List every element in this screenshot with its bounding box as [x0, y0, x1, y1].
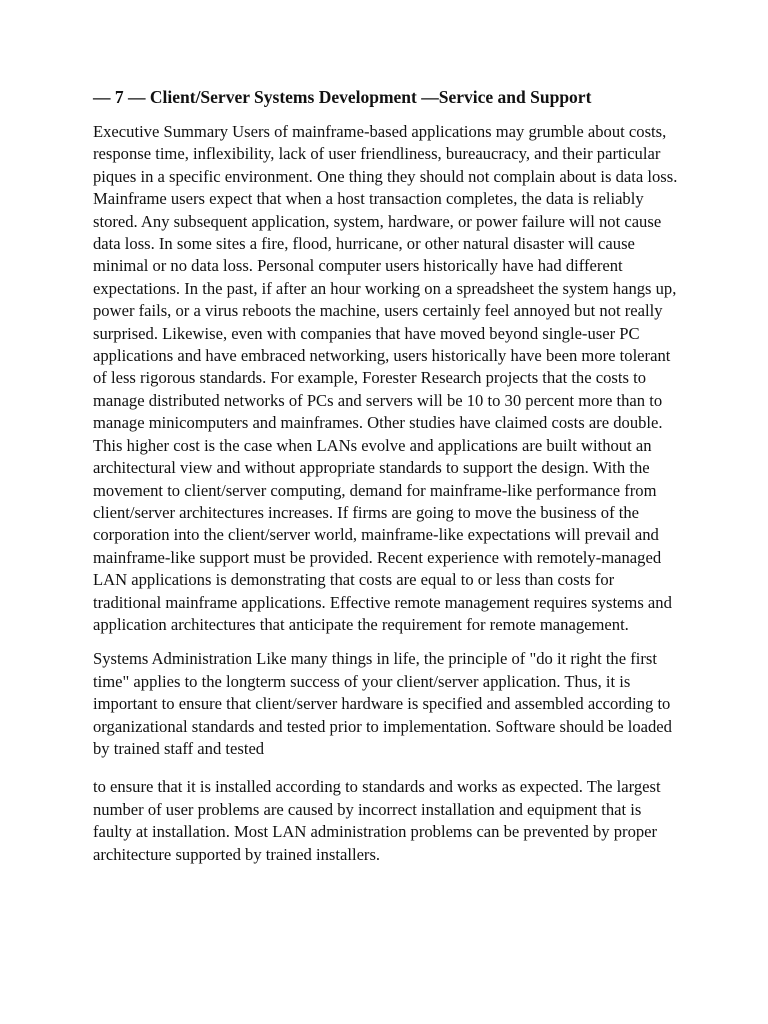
paragraph-continuation: to ensure that it is installed according to standards and works as expected. The largest number of user problems are caused by incorrect installation and equipment that is faulty at installation. Most LAN administration problems can be prevented by proper architecture supported by trained installers.: [93, 777, 661, 864]
document-page: [93, 86, 683, 878]
paragraph-systems-administration: Systems Administration Like many things in life, the principle of "do it right the first time" applies to the longterm success of your client/server application. Thus, it is important to ensure that client/server hardware is specified and assembled according to organizational standards and tested prior to implementation. Software should be loaded by trained staff and tested: [93, 649, 672, 758]
chapter-heading: — 7 — Client/Server Systems Development —Service and Support: [93, 87, 592, 107]
paragraph-executive-summary: Executive Summary Users of mainframe-based applications may grumble about costs, response time, inflexibility, lack of user friendliness, bureaucracy, and their particular piques in a specific environment. One thing they should not complain about is data loss. Mainframe users expect that when a host transaction completes, the data is reliably stored. Any subsequent application, system, hardware, or power failure will not cause data loss. In some sites a fire, flood, hurricane, or other natural disaster will cause minimal or no data loss. Personal computer users historically have had different expectations. In the past, if after an hour working on a spreadsheet the system hangs up, power fails, or a virus reboots the machine, users certainly feel annoyed but not really surprised. Likewise, even with companies that have moved beyond single-user PC applications and have embraced networking, users historically have been more tolerant of less rigorous standards. For example, Forester Research projects that the costs to manage distributed networks of PCs and servers will be 10 to 30 percent more than to manage minicomputers and mainframes. Other studies have claimed costs are double. This higher cost is the case when LANs evolve and applications are built without an architectural view and without appropriate standards to support the design. With the movement to client/server computing, demand for mainframe-like performance from client/server architectures increases. If firms are going to move the business of the corporation into the client/server world, mainframe-like expectations will prevail and mainframe-like support must be provided. Recent experience with remotely-managed LAN applications is demonstrating that costs are equal to or less than costs for traditional mainframe applications. Effective remote management requires systems and application architectures that anticipate the requirement for remote management.: [93, 122, 678, 634]
